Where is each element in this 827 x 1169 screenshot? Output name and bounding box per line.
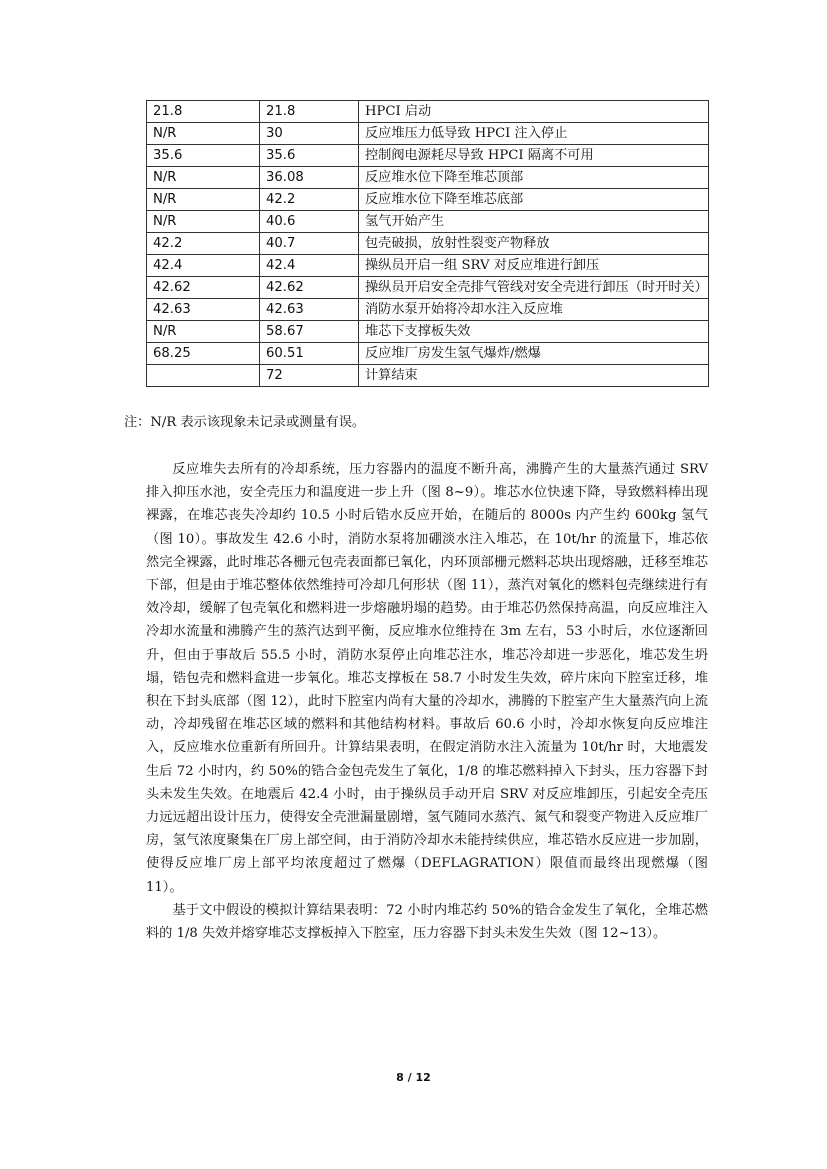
table-note: 注：N/R 表示该现象未记录或测量有误。 [124,415,366,430]
cell-event: 反应堆水位下降至堆芯顶部 [359,167,709,189]
cell-time-a: 42.63 [147,299,260,321]
cell-event: HPCI 启动 [359,101,709,123]
table-row [147,321,709,343]
cell-time-b: 21.8 [260,101,359,123]
cell-event: 堆芯下支撑板失效 [359,321,709,343]
table-row [147,101,709,123]
event-timeline-table [146,100,709,387]
cell-event: 反应堆压力低导致 HPCI 注入停止 [359,123,709,145]
cell-time-b: 42.63 [260,299,359,321]
cell-time-a: N/R [147,189,260,211]
cell-event: 计算结束 [359,365,709,387]
cell-time-b: 42.62 [260,277,359,299]
cell-event: 反应堆水位下降至堆芯底部 [359,189,709,211]
cell-time-b: 72 [260,365,359,387]
table-row [147,299,709,321]
cell-time-b: 60.51 [260,343,359,365]
cell-time-a: 42.62 [147,277,260,299]
table-row [147,123,709,145]
page-number: 8 / 12 [396,1071,431,1084]
table-row [147,167,709,189]
cell-time-a [147,365,260,387]
cell-time-a: 21.8 [147,101,260,123]
cell-time-b: 40.7 [260,233,359,255]
body-text [146,458,708,945]
cell-time-b: 42.4 [260,255,359,277]
cell-time-b: 40.6 [260,211,359,233]
table-row [147,233,709,255]
table-row [147,189,709,211]
table-row [147,277,709,299]
cell-time-a: N/R [147,321,260,343]
table-row [147,145,709,167]
cell-time-b: 58.67 [260,321,359,343]
table-row [147,255,709,277]
cell-event: 消防水泵开始将冷却水注入反应堆 [359,299,709,321]
cell-event: 控制阀电源耗尽导致 HPCI 隔离不可用 [359,145,709,167]
cell-event: 操纵员开启安全壳排气管线对安全壳进行卸压（时开时关） [359,277,709,299]
table-row [147,365,709,387]
cell-time-a: 35.6 [147,145,260,167]
cell-time-b: 36.08 [260,167,359,189]
cell-event: 包壳破损，放射性裂变产物释放 [359,233,709,255]
cell-time-b: 35.6 [260,145,359,167]
cell-time-b: 30 [260,123,359,145]
cell-time-a: 42.4 [147,255,260,277]
cell-event: 操纵员开启一组 SRV 对反应堆进行卸压 [359,255,709,277]
cell-time-a: 42.2 [147,233,260,255]
cell-time-b: 42.2 [260,189,359,211]
cell-event: 反应堆厂房发生氢气爆炸/燃爆 [359,343,709,365]
cell-time-a: N/R [147,167,260,189]
cell-time-a: N/R [147,211,260,233]
paragraph-1: 反应堆失去所有的冷却系统，压力容器内的温度不断升高，沸腾产生的大量蒸汽通过 SRV 排入抑压水池，安全壳压力和温度进一步上升（图 8~9）。堆芯水位快速下降，导致燃料棒出现裸露，在堆芯丧失冷却约 10.5 小时后锆水反应开始，在随后的 8000s 内产生约 600kg 氢气（图 10）。事故发生 42.6 小时，消防水泵将加硼淡水注入堆芯，在 10t/hr 的流量下，堆芯依然完全裸露，此时堆芯各栅元包壳表面都已氧化，内环顶部栅元燃料芯块出现熔融，迁移至堆芯下部，但是由于堆芯整体依然维持可冷却几何形状（图 11），蒸汽对氧化的燃料包壳继续进行有效冷却，缓解了包壳氧化和燃料进一步熔融坍塌的趋势。由于堆芯仍然保持高温，向反应堆注入冷却水流量和沸腾产生的蒸汽达到平衡，反应堆水位维持在 3m 左右，53 小时后，水位逐渐回升，但由于事故后 55.5 小时，消防水泵停止向堆芯注水，堆芯冷却进一步恶化，堆芯发生坍塌，锆包壳和燃料盒进一步氧化。堆芯支撑板在 58.7 小时发生失效，碎片床向下腔室迁移，堆积在下封头底部（图 12），此时下腔室内尚有大量的冷却水，沸腾的下腔室产生大量蒸汽向上流动，冷却残留在堆芯区域的燃料和其他结构材料。事故后 60.6 小时，冷却水恢复向反应堆注入，反应堆水位重新有所回升。计算结果表明，在假定消防水注入流量为 10t/hr 时，大地震发生后 72 小时内，约 50%的锆合金包壳发生了氧化，1/8 的堆芯燃料掉入下封头，压力容器下封头未发生失效。在地震后 42.4 小时，由于操纵员手动开启 SRV 对反应堆卸压，引起安全壳压力远远超出设计压力，使得安全壳泄漏量剧增，氢气随同水蒸汽、氮气和裂变产物进入反应堆厂房，氢气浓度聚集在厂房上部空间，由于消防冷却水未能持续供应，堆芯锆水反应进一步加剧，使得反应堆厂房上部平均浓度超过了燃爆（DEFLAGRATION）限值而最终出现燃爆（图 11）。 [146,462,708,895]
table-body [147,101,709,387]
cell-time-a: 68.25 [147,343,260,365]
table-row [147,211,709,233]
paragraph-2: 基于文中假设的模拟计算结果表明：72 小时内堆芯约 50%的锆合金发生了氧化，全堆芯燃料的 1/8 失效并熔穿堆芯支撑板掉入下腔室，压力容器下封头未发生失效（图 12~13）。 [146,902,708,942]
cell-time-a: N/R [147,123,260,145]
table-row [147,343,709,365]
cell-event: 氢气开始产生 [359,211,709,233]
